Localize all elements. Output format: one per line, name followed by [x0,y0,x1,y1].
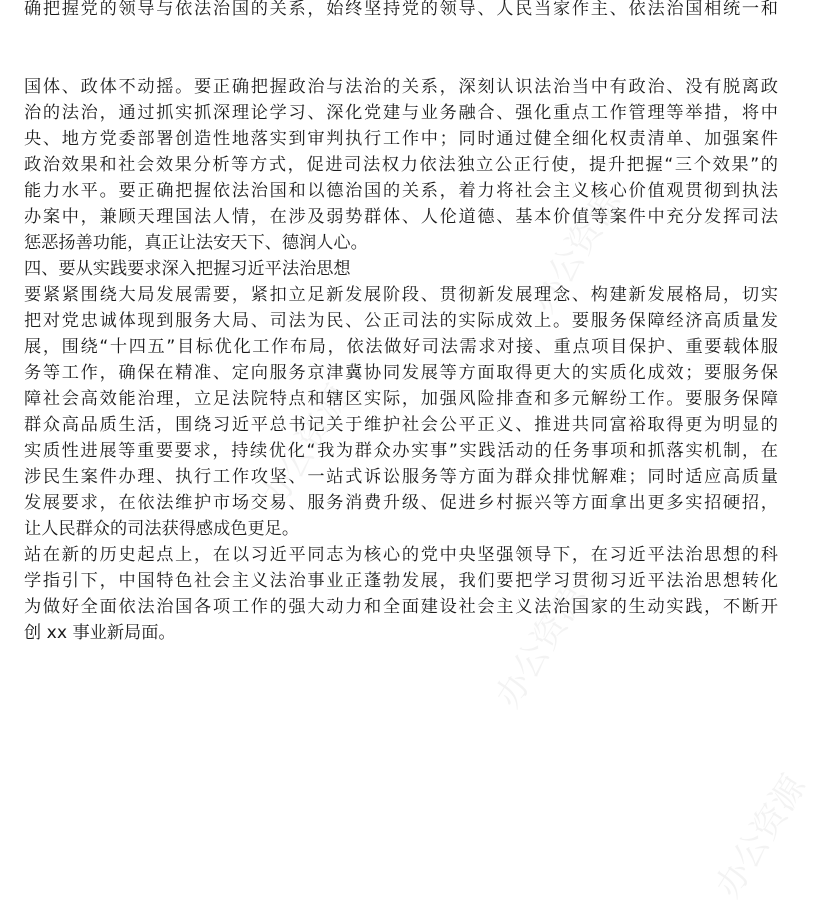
text-line: 惩恶扬善功能，真正让法安天下、德润人心。 [24,233,368,253]
text-line: 央、地方党委部署创造性地落实到审判执行工作中；同时通过健全细化权责清单、加强案件 [24,129,778,149]
watermark: 办公资源 [487,578,594,715]
text-line: 政治效果和社会效果分析等方式，促进司法权力依法独立公正行使，提升把握“三个效果”的 [24,155,778,175]
text-line: 障社会高效能治理，立足法院特点和辖区实际，加强风险排查和多元解纷工作。要服务保障 [24,389,778,409]
text-line: 涉民生案件办理、执行工作攻坚、一站式诉讼服务等方面为群众排忧解难；同时适应高质量 [24,467,778,487]
text-line: 把对党忠诚体现到服务大局、司法为民、公正司法的实际成效上。要服务保障经济高质量发 [24,311,778,331]
text-line: 办案中，兼顾天理国法人情，在涉及弱势群体、人伦道德、基本价值等案件中充分发挥司法 [24,207,778,227]
watermark: 办公资源 [707,768,814,905]
text-line: 务等工作，确保在精准、定向服务京津冀协同发展等方面取得更大的实质化成效；要服务保 [24,363,778,383]
text-line: 实质性进展等重要要求，持续优化“我为群众办实事”实践活动的任务事项和抓落实机制，在 [24,441,778,461]
text-line: 让人民群众的司法获得感成色更足。 [24,519,300,539]
text-line: 创 xx 事业新局面。 [24,623,176,643]
text-line: 要紧紧围绕大局发展需要，紧扣立足新发展阶段、贯彻新发展理念、构建新发展格局，切实 [24,285,778,305]
text-line: 站在新的历史起点上，在以习近平同志为核心的党中央坚强领导下，在习近平法治思想的科 [24,545,778,565]
text-line: 群众高品质生活，围绕习近平总书记关于维护社会公平正义、推进共同富裕取得更为明显的 [24,415,778,435]
text-line: 发展要求，在依法维护市场交易、服务消费升级、促进乡村振兴等方面拿出更多实招硬招， [24,493,778,513]
watermark: 办公资源 [522,183,629,320]
text-line: 治的法治，通过抓实抓深理论学习、深化党建与业务融合、强化重点工作管理等举措，将中 [24,103,778,123]
text-line: 为做好全面依法治国各项工作的强大动力和全面建设社会主义法治国家的生动实践，不断开 [24,597,778,617]
text-line: 确把握党的领导与依法治国的关系，始终坚持党的领导、人民当家作主、依法治国相统一和 [24,0,778,19]
text-line: 展，围绕“十四五”目标优化工作布局，依法做好司法需求对接、重点项目保护、重要载体服 [24,337,778,357]
text-line: 学指引下，中国特色社会主义法治事业正蓬勃发展，我们要把学习贯彻习近平法治思想转化 [24,571,778,591]
text-line: 能力水平。要正确把握依法治国和以德治国的关系，着力将社会主义核心价值观贯彻到执法 [24,181,778,201]
watermark: 办公资源 [252,378,359,515]
text-line: 国体、政体不动摇。要正确把握政治与法治的关系，深刻认识法治当中有政治、没有脱离政 [24,77,778,97]
section-heading: 四、要从实践要求深入把握习近平法治思想 [24,259,351,279]
